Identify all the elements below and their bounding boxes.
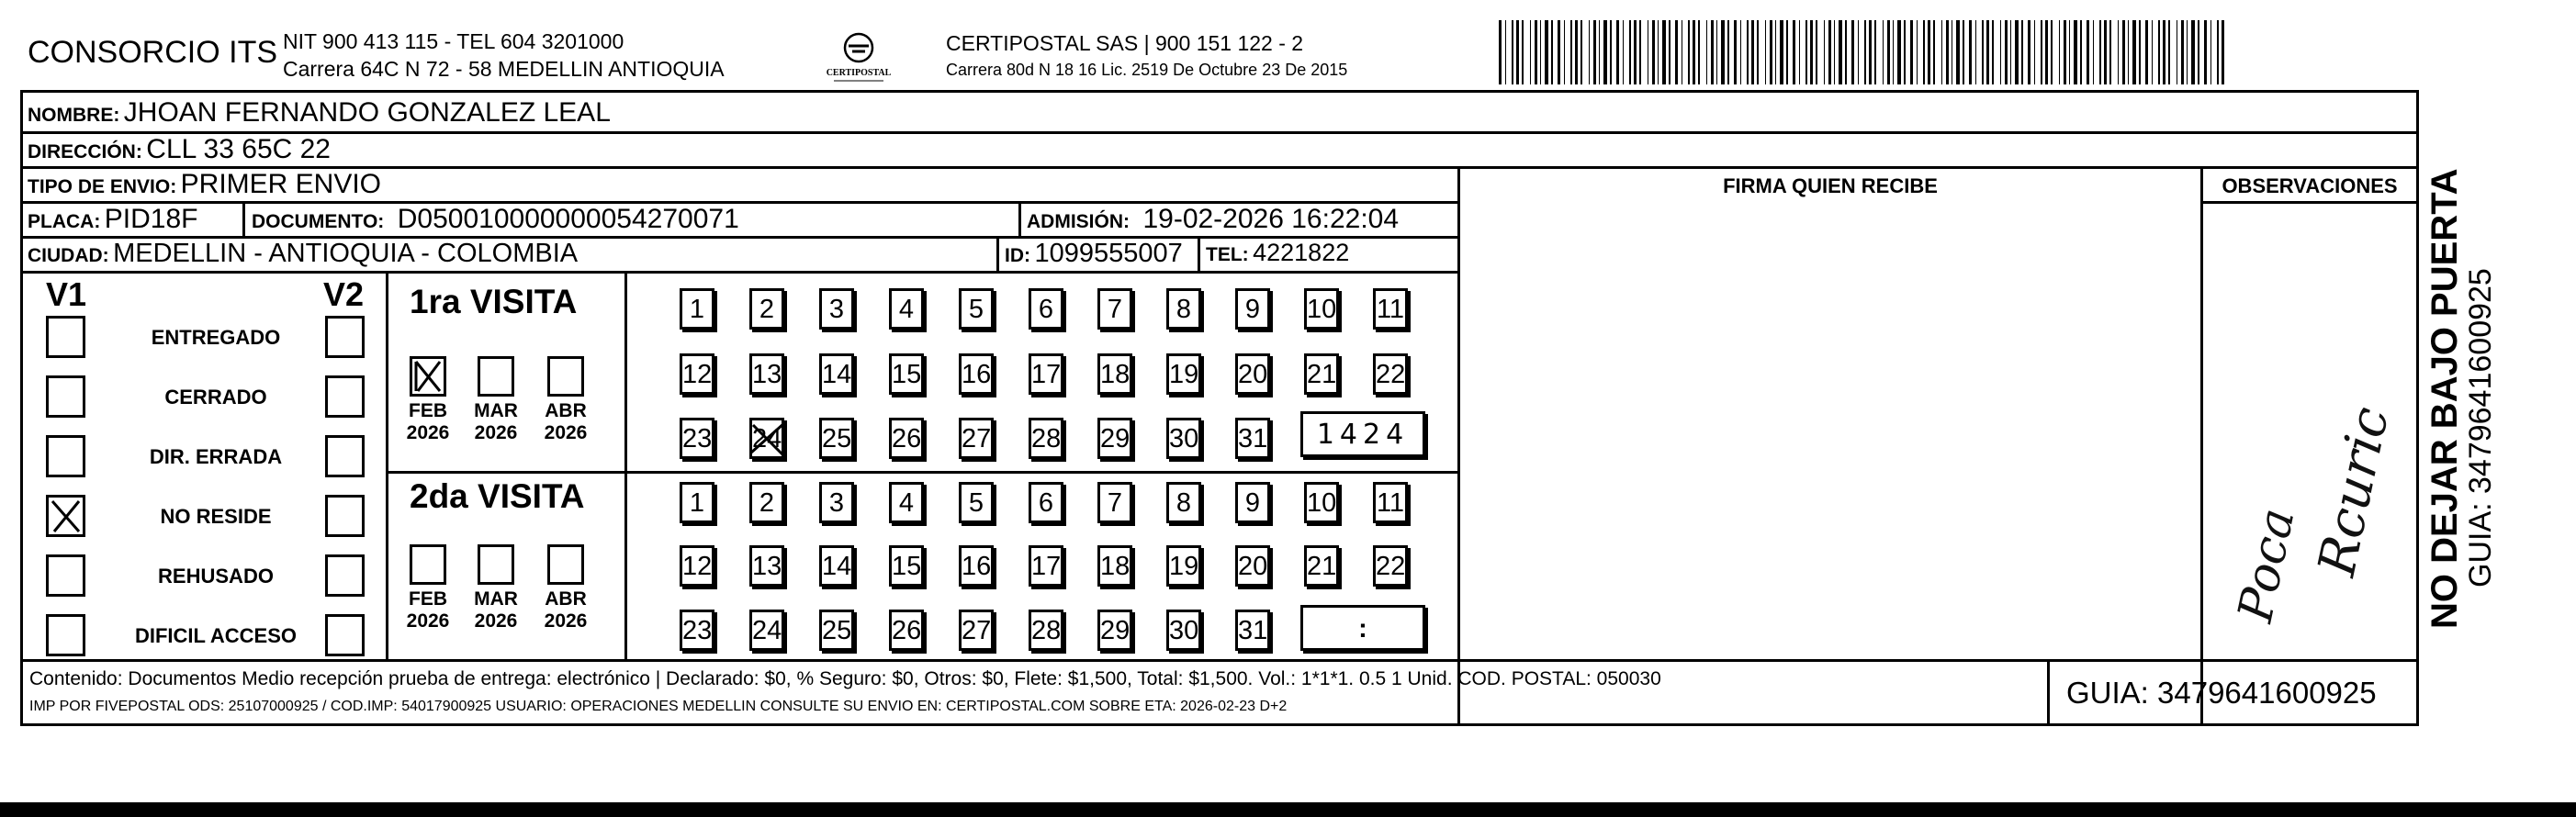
- visit1-day-box[interactable]: 12: [680, 353, 714, 395]
- visit1-time-value: 1424: [1316, 419, 1410, 451]
- visit1-day-box[interactable]: 20: [1235, 353, 1270, 395]
- footer-guia: GUIA: 3479641600925: [2066, 676, 2377, 710]
- status-label: CERRADO: [164, 386, 267, 408]
- visit2-day-box[interactable]: 14: [819, 545, 854, 587]
- visit1-day-box[interactable]: 13: [749, 353, 784, 395]
- status-label: ENTREGADO: [151, 326, 281, 349]
- visit1-day-box[interactable]: 16: [959, 353, 994, 395]
- visit1-day-box[interactable]: 15: [889, 353, 924, 395]
- ciudad-cell: [28, 239, 578, 269]
- bottom-border: [0, 802, 2576, 817]
- v1-checkbox[interactable]: [46, 495, 85, 537]
- tipo-value: PRIMER ENVIO: [180, 169, 382, 199]
- v1-checkbox[interactable]: [46, 316, 85, 358]
- visit2-day-box[interactable]: 12: [680, 545, 714, 587]
- ciudad-value: MEDELLIN - ANTIOQUIA - COLOMBIA: [113, 239, 579, 268]
- visit1-day-box[interactable]: 18: [1097, 353, 1132, 395]
- v2-label: V2: [323, 275, 365, 313]
- visit1-day-box[interactable]: 3: [819, 288, 854, 330]
- documento-value: D050010000000054270071: [397, 204, 739, 234]
- visit2-day-box[interactable]: 6: [1029, 482, 1063, 523]
- visit2-day-box[interactable]: 17: [1029, 545, 1063, 587]
- id-cell: [1005, 239, 1183, 269]
- visit1-day-box[interactable]: 17: [1029, 353, 1063, 395]
- visit2-time-box[interactable]: [1300, 605, 1425, 651]
- visit1-month-checkbox[interactable]: [478, 356, 514, 397]
- v1-checkbox[interactable]: [46, 375, 85, 418]
- barcode: [1499, 20, 2228, 84]
- nombre-label: NOMBRE:: [28, 105, 120, 126]
- side-guia-text: GUIA: 3479641600925: [2463, 268, 2498, 588]
- direccion-label: DIRECCIÓN:: [28, 141, 142, 162]
- visit1-day-box[interactable]: 1: [680, 288, 714, 330]
- visit2-day-box[interactable]: 21: [1304, 545, 1339, 587]
- visit1-time-box[interactable]: [1300, 411, 1425, 457]
- visit2-day-box[interactable]: 24: [749, 610, 784, 651]
- admision-value: 19-02-2026 16:22:04: [1142, 204, 1400, 234]
- visit2-month-checkbox[interactable]: [547, 544, 584, 585]
- visit1-day-box[interactable]: 25: [819, 418, 854, 459]
- cross-mark-icon: [749, 418, 786, 470]
- visit2-day-box[interactable]: 11: [1373, 482, 1408, 523]
- placa-label: PLACA:: [28, 211, 101, 232]
- visit1-day-box[interactable]: 30: [1166, 418, 1201, 459]
- status-label: REHUSADO: [158, 565, 274, 588]
- visit1-day-box[interactable]: 22: [1373, 353, 1408, 395]
- visit2-day-box[interactable]: 10: [1304, 482, 1339, 523]
- v2-checkbox[interactable]: [325, 614, 365, 656]
- visit2-day-box[interactable]: 23: [680, 610, 714, 651]
- direccion-row: [28, 134, 331, 165]
- visit1-day-box[interactable]: 5: [959, 288, 994, 330]
- visit1-month-checkbox[interactable]: [547, 356, 584, 397]
- visit1-day-box[interactable]: 19: [1166, 353, 1201, 395]
- visit2-day-box[interactable]: 31: [1235, 610, 1270, 651]
- ciudad-label: CIUDAD:: [28, 245, 109, 266]
- visita1-label: 1ra VISITA: [410, 283, 578, 320]
- status-label: DIFICIL ACCESO: [134, 624, 297, 647]
- visit2-day-box[interactable]: 13: [749, 545, 784, 587]
- visit1-day-box[interactable]: 24: [749, 418, 784, 459]
- visit2-day-box[interactable]: 7: [1097, 482, 1132, 523]
- v2-checkbox[interactable]: [325, 316, 365, 358]
- visit1-month-label: FEB 2026: [406, 400, 450, 443]
- visit1-day-box[interactable]: 28: [1029, 418, 1063, 459]
- visit1-day-box[interactable]: 7: [1097, 288, 1132, 330]
- visit1-month-label: ABR 2026: [544, 400, 588, 443]
- company-name: CONSORCIO ITS: [28, 35, 278, 70]
- svg-text:CERTIPOSTAL: CERTIPOSTAL: [826, 68, 892, 78]
- v2-checkbox[interactable]: [325, 375, 365, 418]
- status-label: NO RESIDE: [160, 505, 272, 528]
- visit2-day-box[interactable]: 2: [749, 482, 784, 523]
- v1-label: V1: [46, 275, 87, 313]
- visit1-day-box[interactable]: 2: [749, 288, 784, 330]
- id-value: 1099555007: [1034, 239, 1183, 268]
- visit1-day-box[interactable]: 26: [889, 418, 924, 459]
- observaciones-header: OBSERVACIONES: [2222, 174, 2398, 197]
- visit2-month-label: ABR 2026: [544, 588, 588, 632]
- handwritten-word-1: Poca: [2228, 503, 2306, 627]
- tipo-envio-row: [28, 169, 381, 200]
- nombre-row: [28, 97, 611, 129]
- visit1-day-box[interactable]: 9: [1235, 288, 1270, 330]
- tel-cell: [1206, 239, 1349, 267]
- firma-header: FIRMA QUIEN RECIBE: [1723, 174, 1938, 197]
- visit2-day-box[interactable]: 9: [1235, 482, 1270, 523]
- id-label: ID:: [1005, 245, 1030, 266]
- visit1-month-label: MAR 2026: [474, 400, 518, 443]
- visit1-day-box[interactable]: 8: [1166, 288, 1201, 330]
- tel-value: 4221822: [1253, 239, 1350, 266]
- visit1-month-checkbox[interactable]: [410, 356, 446, 397]
- v2-checkbox[interactable]: [325, 554, 365, 597]
- visit2-day-box[interactable]: 30: [1166, 610, 1201, 651]
- visit2-day-box[interactable]: 16: [959, 545, 994, 587]
- admision-label: ADMISIÓN:: [1027, 211, 1130, 232]
- visit1-day-box[interactable]: 6: [1029, 288, 1063, 330]
- v1-checkbox[interactable]: [46, 614, 85, 656]
- v2-checkbox[interactable]: [325, 435, 365, 477]
- handwritten-word-2: Rcuric: [2307, 401, 2402, 581]
- visit1-day-box[interactable]: 31: [1235, 418, 1270, 459]
- visit2-day-box[interactable]: 27: [959, 610, 994, 651]
- placa-cell: [28, 204, 198, 235]
- visit1-day-box[interactable]: 29: [1097, 418, 1132, 459]
- admision-cell: [1027, 204, 1399, 235]
- company-nit-line: NIT 900 413 115 - TEL 604 3201000: [283, 29, 624, 53]
- certipostal-logo-icon: [808, 28, 909, 86]
- visit1-day-box[interactable]: 21: [1304, 353, 1339, 395]
- visit1-day-box[interactable]: 27: [959, 418, 994, 459]
- visit2-day-box[interactable]: 22: [1373, 545, 1408, 587]
- visit2-day-box[interactable]: 5: [959, 482, 994, 523]
- side-warning-text: NO DEJAR BAJO PUERTA: [2424, 168, 2465, 629]
- v1-checkbox[interactable]: [46, 435, 85, 477]
- company-address-line: Carrera 64C N 72 - 58 MEDELLIN ANTIOQUIA: [283, 57, 725, 81]
- tipo-label: TIPO DE ENVIO:: [28, 176, 177, 197]
- handwritten-observation: [2215, 303, 2408, 652]
- documento-cell: [252, 204, 739, 235]
- footer-content-line: Contenido: Documentos Medio recepción prueba de entrega: electrónico | Declarado: $0, % Seguro: $0, Otros: $0, Flete: $1,500, Total: $1,500. Vol.: 1*1*1. 0.5 1 Unid. COD. POSTAL: 050030: [29, 668, 1661, 689]
- visit2-day-box[interactable]: 19: [1166, 545, 1201, 587]
- visit2-day-box[interactable]: 29: [1097, 610, 1132, 651]
- status-label: DIR. ERRADA: [149, 445, 283, 468]
- visit2-day-box[interactable]: 28: [1029, 610, 1063, 651]
- visit2-month-checkbox[interactable]: [410, 544, 446, 585]
- visita2-label: 2da VISITA: [410, 477, 585, 515]
- v2-checkbox[interactable]: [325, 495, 365, 537]
- visit2-day-box[interactable]: 4: [889, 482, 924, 523]
- visit1-day-box[interactable]: 10: [1304, 288, 1339, 330]
- visit2-month-checkbox[interactable]: [478, 544, 514, 585]
- tel-label: TEL:: [1206, 244, 1249, 265]
- v1-checkbox[interactable]: [46, 554, 85, 597]
- nombre-value: JHOAN FERNANDO GONZALEZ LEAL: [123, 97, 611, 128]
- visit2-day-box[interactable]: 25: [819, 610, 854, 651]
- visit1-day-box[interactable]: 4: [889, 288, 924, 330]
- visit2-day-box[interactable]: 8: [1166, 482, 1201, 523]
- footer-impresion-line: IMP POR FIVEPOSTAL ODS: 25107000925 / COD.IMP: 54017900925 USUARIO: OPERACIONES MEDELLIN CONSULTE SU ENVIO EN: CERTIPOSTAL.COM SOBRE ETA: 2026-02-23 D+2: [29, 699, 1288, 714]
- visit2-day-box[interactable]: 15: [889, 545, 924, 587]
- carrier-line1: CERTIPOSTAL SAS | 900 151 122 - 2: [946, 31, 1304, 55]
- visit2-day-box[interactable]: 20: [1235, 545, 1270, 587]
- visit2-day-box[interactable]: 18: [1097, 545, 1132, 587]
- direccion-value: CLL 33 65C 22: [146, 134, 331, 164]
- visit2-month-label: MAR 2026: [474, 588, 518, 632]
- visit2-month-label: FEB 2026: [406, 588, 450, 632]
- visit2-day-box[interactable]: 3: [819, 482, 854, 523]
- visit1-day-box[interactable]: 23: [680, 418, 714, 459]
- visit1-day-box[interactable]: 11: [1373, 288, 1408, 330]
- visit2-time-value: :: [1358, 614, 1367, 644]
- placa-value: PID18F: [104, 204, 198, 234]
- visit2-day-box[interactable]: 1: [680, 482, 714, 523]
- visit2-day-box[interactable]: 26: [889, 610, 924, 651]
- carrier-line2: Carrera 80d N 18 16 Lic. 2519 De Octubre 23 De 2015: [946, 61, 1348, 79]
- documento-label: DOCUMENTO:: [252, 211, 385, 232]
- visit1-day-box[interactable]: 14: [819, 353, 854, 395]
